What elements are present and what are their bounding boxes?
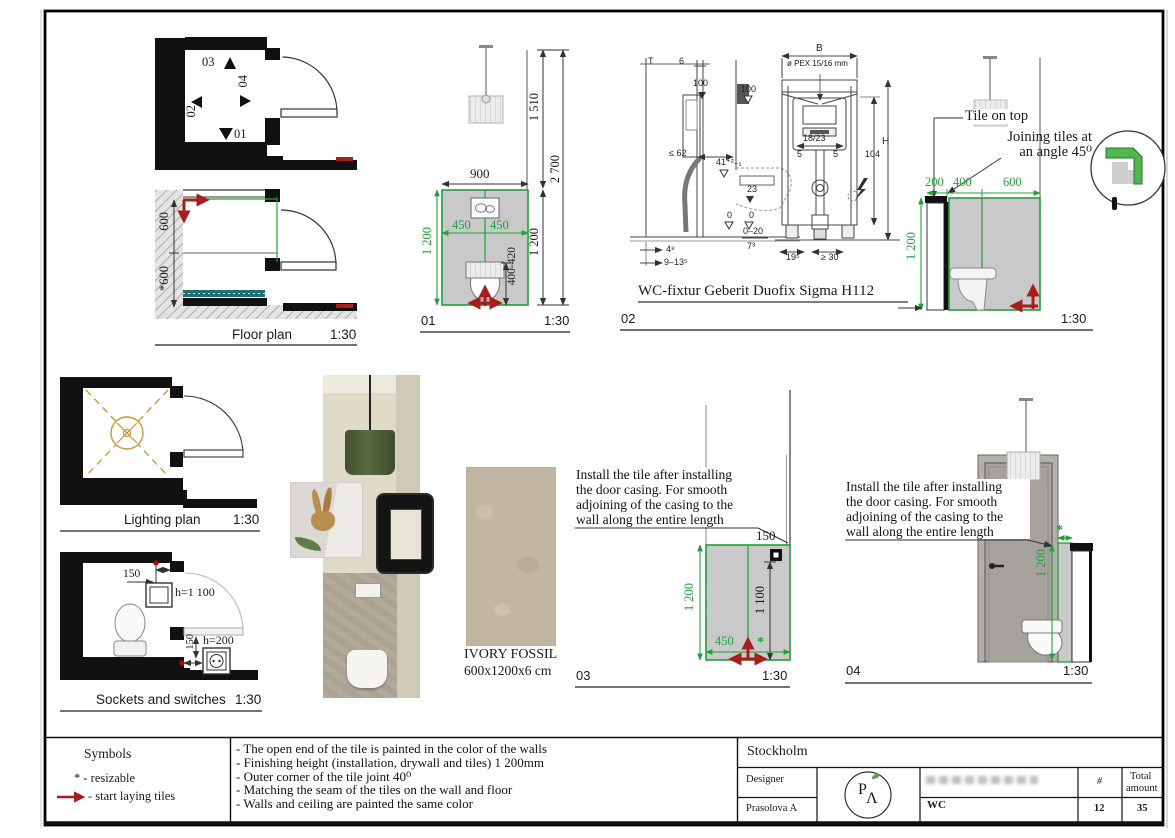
note-line: adjoining of the casing to the (846, 509, 1004, 524)
gb-ge30: ≥ 30 (821, 252, 839, 262)
e01-dim-1510: 1 510 (527, 93, 541, 122)
tile-sample-size: 600x1200x6 cm (464, 663, 552, 678)
note-item: - Walls and ceiling are painted the same color (236, 796, 473, 812)
e03-id: 03 (576, 668, 591, 683)
gb-41: 41⁺²₋₁ (716, 157, 742, 167)
note-line: the door casing. For smooth (576, 482, 728, 497)
e04-install-note (846, 479, 1030, 539)
sockets-title: Sockets and switches (96, 692, 226, 707)
key-plan (155, 37, 357, 170)
gb-104: 104 (865, 149, 881, 159)
e02-scale: 1:30 (1061, 311, 1087, 326)
sockets-dim-150: 150 (123, 568, 141, 580)
number-header: # (1097, 776, 1102, 787)
note-item: - The open end of the tile is painted in the color of the walls (236, 741, 547, 756)
e03-star: * (757, 635, 764, 650)
e03-dim-1100: 1 100 (753, 586, 767, 615)
note-line: adjoining of the casing to the (576, 497, 734, 512)
symbols-title: Symbols (84, 746, 132, 761)
e03-install-note (576, 467, 760, 527)
e03-dim-150: 150 (756, 528, 776, 543)
lighting-scale: 1:30 (233, 512, 260, 527)
tile-sample-name: IVORY FOSSIL (464, 647, 558, 662)
e03-dim-1200: 1 200 (682, 583, 696, 612)
note-item: - Outer corner of the tile joint 40⁰ (236, 768, 412, 784)
gb-5r: 5 (833, 149, 839, 159)
note-item: - Matching the seam of the tiles on the wall and floor (236, 782, 513, 798)
blurred-project-text (926, 776, 1038, 784)
lighting-title: Lighting plan (124, 512, 201, 527)
note-line: wall along the entire length (846, 524, 994, 539)
floorplan-scale: 1:30 (330, 327, 357, 342)
gb-1823: 18/23 (803, 133, 826, 143)
e04-dim-1200: 1 200 (1034, 549, 1048, 578)
e02-id: 02 (621, 311, 636, 326)
number-value: 12 (1094, 803, 1105, 814)
gb-100m: 100 (741, 84, 757, 94)
gb-h: H (882, 136, 890, 147)
gb-73: 7³ (747, 241, 756, 251)
lighting-plan (60, 377, 260, 531)
geberit-title: WC-fixtur Geberit Duofix Sigma H112 (638, 283, 875, 299)
e01-dim-1200: 1 200 (527, 228, 541, 257)
e01-id: 01 (421, 313, 436, 328)
gb-48: 4⁸ (666, 244, 675, 254)
legend-resizable: * - resizable (74, 771, 136, 785)
floorplan-dim-600b: *600 (157, 266, 171, 291)
sockets-dim-150b: 150 (185, 634, 196, 650)
marker-04: 04 (236, 75, 250, 88)
rabbit-head (311, 511, 335, 531)
gb-195: 19⁵ (786, 252, 800, 262)
elevation-01 (420, 45, 570, 332)
e02-dim-400: 400 (953, 175, 972, 189)
e02-join-1: Joining tiles at (1007, 129, 1092, 145)
total-header-1: Total (1130, 771, 1152, 782)
e02-join-2: an angle 45⁰ (1019, 144, 1092, 160)
e01-scale: 1:30 (544, 313, 570, 328)
gb-b: B (816, 43, 823, 54)
pendant-cord (369, 375, 371, 433)
note-line: Install the tile after installing (846, 479, 1002, 494)
geberit-side-view (630, 58, 803, 266)
rabbit-photo (290, 482, 363, 558)
floor-plan (155, 189, 357, 345)
e02-dim-600: 600 (1003, 175, 1022, 189)
tile-sample-photo (466, 467, 556, 646)
e03-dim-450: 450 (715, 634, 734, 648)
gb-0m: 0 (749, 210, 755, 220)
gb-t: T (648, 56, 654, 66)
e04-scale: 1:30 (1063, 663, 1089, 678)
switch-height-label: h=1 100 (175, 585, 215, 599)
sockets-scale: 1:30 (235, 692, 262, 707)
gb-100l: 100 (693, 78, 709, 88)
logo-monogram-p: P (858, 781, 867, 798)
note-item: - Finishing height (installation, drywall and tiles) 1 200mm (236, 754, 544, 770)
e01-dim-450r: 450 (490, 218, 509, 232)
gb-pex: ø PEX 15/16 mm (787, 59, 848, 68)
sockets-plan (60, 552, 262, 711)
gb-913: 9–13⁵ (664, 257, 688, 267)
marker-03: 03 (202, 55, 215, 69)
designer-name: Prasolova A (746, 803, 798, 814)
elevation-04 (845, 398, 1093, 683)
designer-label: Designer (746, 774, 784, 785)
city-label: Stockholm (747, 744, 808, 759)
note-line: wall along the entire length (576, 512, 724, 527)
note-line: Install the tile after installing (576, 467, 732, 482)
note-line: the door casing. For smooth (846, 494, 998, 509)
total-value: 35 (1137, 803, 1148, 814)
legend-start-laying: - start laying tiles (88, 789, 176, 803)
e01-dim-1200-green: 1 200 (420, 227, 434, 256)
mirror-frame (378, 495, 432, 572)
e04-star: * (1056, 523, 1063, 538)
e01-dim-450l: 450 (452, 218, 471, 232)
gb-5l: 5 (797, 149, 803, 159)
pendant-shade-green (345, 430, 395, 475)
e01-dim-2700: 2 700 (548, 155, 562, 184)
total-header-2: amount (1126, 783, 1158, 794)
e02-dim-1200: 1 200 (904, 232, 918, 261)
gb-020: 0–20 (743, 226, 764, 236)
socket-height-label: h=200 (203, 633, 234, 647)
sheet-name: WC (927, 799, 946, 811)
e01-dim-900: 900 (470, 166, 490, 181)
floorplan-dim-600: 600 (157, 212, 171, 231)
flush-plate (355, 583, 381, 598)
logo-monogram-a: Λ (866, 790, 878, 807)
e02-dim-200: 200 (925, 175, 944, 189)
e01-dim-wc: 400-420 (506, 247, 518, 286)
marker-02: 02 (184, 105, 198, 118)
gb-le62: ≤ 62 (669, 148, 687, 158)
e03-scale: 1:30 (762, 668, 788, 683)
e02-tile-on-top: Tile on top (965, 108, 1029, 124)
e04-id: 04 (846, 663, 861, 678)
toilet (347, 650, 387, 688)
notes-list (236, 742, 547, 811)
gb-6: 6 (679, 56, 685, 66)
gb-23: 23 (747, 184, 758, 194)
mirror-glass (390, 509, 422, 560)
gb-0l: 0 (727, 210, 733, 220)
leaf (295, 537, 321, 551)
floorplan-title: Floor plan (232, 327, 293, 342)
marker-01: 01 (234, 127, 247, 141)
